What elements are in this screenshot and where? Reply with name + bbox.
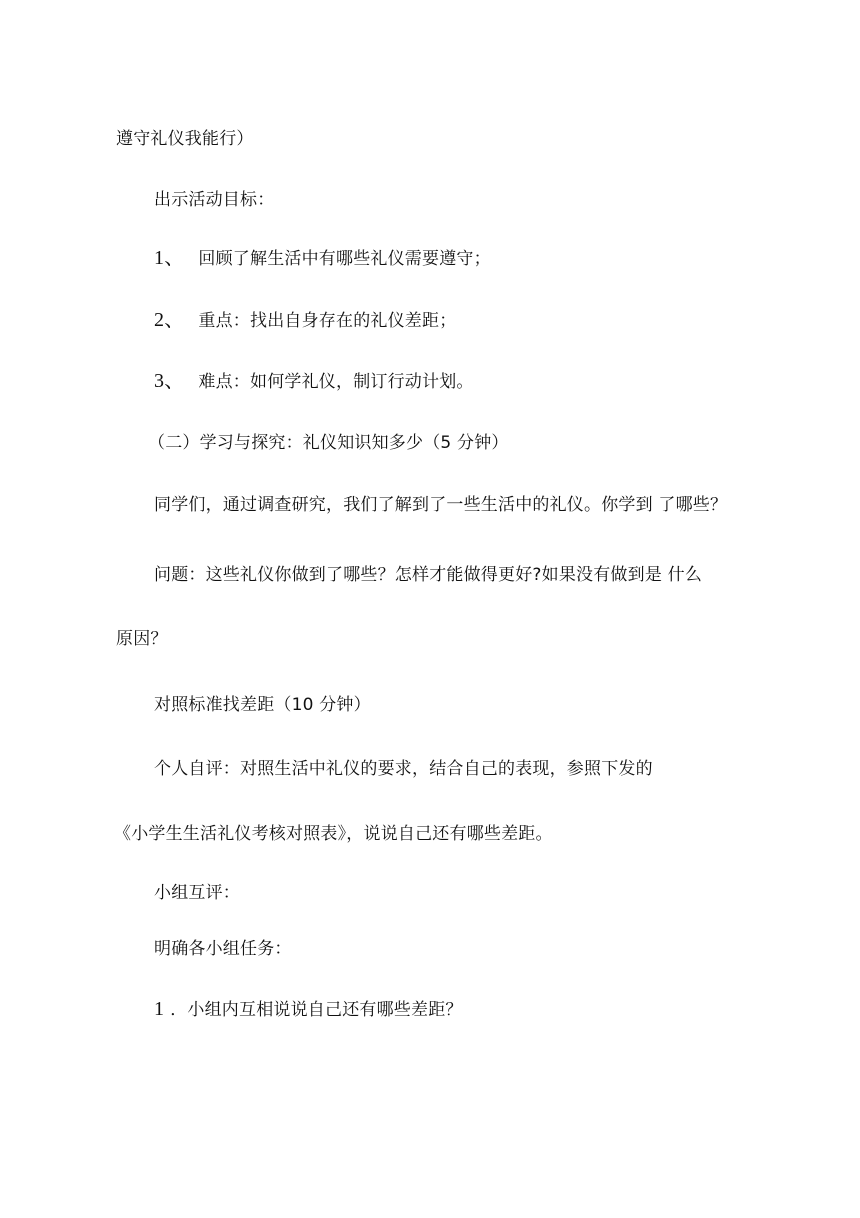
list-number-4: 1 — [154, 998, 165, 1020]
list-item-1 — [154, 247, 491, 270]
list-text-1: 回顾了解生活中有哪些礼仪需要遵守； — [198, 249, 491, 269]
list-number-3: 3、 — [154, 370, 185, 392]
section-heading: （二）学习与探究：礼仪知识知多少（5 分钟） — [148, 433, 509, 453]
text-line-12: 《小学生生活礼仪考核对照表》，说说自己还有哪些差距。 — [114, 824, 553, 844]
text-line-2: 出示活动目标： — [154, 190, 275, 210]
list-number-1: 1、 — [154, 247, 185, 269]
text-line-8: 问题：这些礼仪你做到了哪些？怎样才能做得更好?如果没有做到是 什么 — [154, 565, 703, 585]
text-line-14: 明确各小组任务： — [154, 939, 292, 959]
text-line-13: 小组互评： — [154, 883, 240, 903]
list-item-3 — [154, 370, 474, 393]
text-line-7: 同学们，通过调查研究，我们了解到了一些生活中的礼仪。你学到 了哪些？ — [154, 495, 728, 515]
text-line-1: 遵守礼仪我能行） — [116, 129, 254, 149]
list-text-4: ．小组内互相说说自己还有哪些差距？ — [170, 1000, 463, 1020]
text-line-9: 原因？ — [116, 629, 168, 649]
list-text-3: 难点：如何学礼仪，制订行动计划。 — [198, 372, 474, 392]
list-item-2 — [154, 309, 456, 332]
list-number-2: 2、 — [154, 309, 185, 331]
subheading: 对照标准找差距（10 分钟） — [154, 695, 371, 715]
text-line-11: 个人自评：对照生活中礼仪的要求，结合自己的表现，参照下发的 — [154, 759, 653, 779]
list-text-2: 重点：找出自身存在的礼仪差距； — [198, 311, 457, 331]
list-item-4 — [154, 998, 463, 1021]
